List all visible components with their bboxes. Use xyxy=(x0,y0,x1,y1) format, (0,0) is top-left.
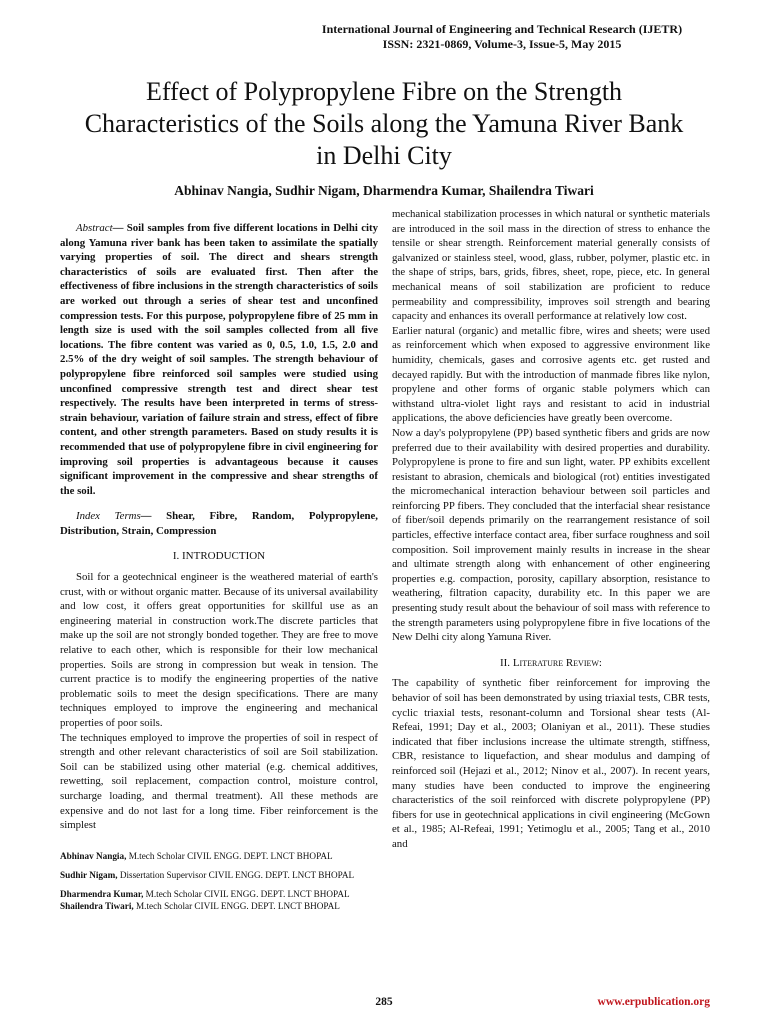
abstract-text: Soil samples from five different locations in Delhi city along Yamuna river bank has been taken to assimilate the spatially varying properties of soil. The direct and shears strength characteristics of soils are evaluated first. Then after the effectiveness of fibre inclusions in the strength characteristics of soils are worked out through a series of shear test and unconfined compression tests. For this purpose, polypropylene fibre of 25 mm in length size is used with the soil samples collected from all five locations. The fibre content was varied as 0, 0.5, 1.0, 1.5, 2.0 and 2.5% of the dry weight of soil samples. The strength behaviour of polypropylene fibre reinforced soil samples were studied using unconfined compressive strength test and direct shear test respectively. The results have been interpreted in terms of stress-strain behaviour, variation of failure strain and stress, effect of fibre content, and other strength parameters. Based on study results it is recommended that use of polypropylene fibre in civil engineering for improving soil properties is advantageous because it causes significant improvement in the compressive and shear strengths of the soil. xyxy=(60,222,378,497)
left-column xyxy=(60,221,378,912)
affiliation-role: Dissertation Supervisor CIVIL ENGG. DEPT. LNCT BHOPAL xyxy=(117,869,355,880)
affiliation-name: Shailendra Tiwari, xyxy=(60,900,134,911)
index-terms-label: Index Terms xyxy=(76,510,141,523)
literature-paragraph: The capability of synthetic fiber reinforcement for improving the behavior of soil has been demonstrated by using triaxial tests, CBR tests, cyclic triaxial tests, resonant-column and Torsional shear tests (Al-Refeai, 1991; Day et al., 2003; Olaniyan et al., 2011). These studies indicated that fiber inclusions increase the ultimate strength, stiffness, CBR, resistance to liquefaction, and shear modulus and damping of reinforced soil (Hejazi et al., 2012; Ninov et al., 2007). In recent years, many studies have been conducted to improve the engineering characteristics of the soil reinforced with discrete polypropylene (PP) fibers for use in geotechnical applications in civil engineering (McGown et al., 1985; Al-Refeai, 1991; Yetimoglu et al., 2005; Tang et al., 2010 and xyxy=(392,677,710,850)
author-affiliations xyxy=(60,850,378,912)
abstract-dash: — xyxy=(112,222,127,234)
page-number: 285 xyxy=(375,996,393,1008)
right-column xyxy=(392,207,710,852)
paper-title: Effect of Polypropylene Fibre on the Strength Characteristics of the Soils along the Yamuna River Bank in Delhi City xyxy=(84,77,684,170)
affiliation-role: M.tech Scholar CIVIL ENGG. DEPT. LNCT BHOPAL xyxy=(126,850,333,861)
section-heading-introduction: I. INTRODUCTION xyxy=(172,550,266,563)
index-terms xyxy=(60,509,378,538)
section-heading-literature-review xyxy=(392,656,710,671)
journal-name: International Journal of Engineering and Technical Research (IJETR) xyxy=(321,22,683,36)
affiliation-name: Abhinav Nangia, xyxy=(60,850,127,861)
abstract-label: Abstract xyxy=(76,222,113,234)
intro-paragraph-2: The techniques employed to improve the properties of soil in respect of strength and other relevant characteristics of soil are Soil stabilization. Soil can be stabilized using other material (e.g. chemical additives, rewetting, soil replacement, compaction control, moisture control, surcharge loading, and thermal treatment). All these methods are expensive and do not last for a long time. Fiber reinforcement is the simplest xyxy=(60,731,378,832)
section-title: Literature Review: xyxy=(512,656,602,669)
affiliation-item xyxy=(60,869,378,881)
body-paragraph: mechanical stabilization processes in which natural or synthetic materials are introduced in the soil mass in the direction of stress to enhance the tensile or shear strength. Reinforcement material generally consists of galvanized or stainless steel, wood, glass, rubber, polymer, plastic etc. in the shape of strips, bars, grids, fibres, sheet, rope, piece, etc. In general mechanical means of soil stabilization are proficient to reduce permeability and compressibility, improves soil strength and bearing capacity and enhances its overall performance at relatively low cost. xyxy=(392,208,710,323)
affiliation-role: M.tech Scholar CIVIL ENGG. DEPT. LNCT BHOPAL xyxy=(143,888,350,899)
abstract xyxy=(60,221,378,498)
affiliation-role: M.tech Scholar CIVIL ENGG. DEPT. LNCT BHOPAL xyxy=(133,900,340,911)
affiliation-name: Dharmendra Kumar, xyxy=(60,888,144,899)
affiliation-item xyxy=(60,888,378,900)
affiliation-name: Sudhir Nigam, xyxy=(60,869,118,880)
section-number: II. xyxy=(499,656,513,669)
body-paragraph: Now a day's polypropylene (PP) based synthetic fibers and grids are now preferred due to their availability with desired properties and durability. Polypropylene is prone to fire and sun light, water. PP exhibits excellent resistant to abrasion, chemicals and biological (rot) entities investigated the micromechanical interaction behaviour between soil particles and reinforcing PP fibers. They concluded that the interfacial shear resistance of fiber/soil depends primarily on the rearrangement resistance of soil particles, effective interface contact area, fiber surface roughness and soil composition. Soil improvement mainly results in increase in the shear and ultimate strength along with enhancement of other engineering properties e.g. compaction, porosity, capillary absorption, resistance to weathering, filtration capacity, durability etc. In this paper we are presenting study result about the behaviour of soil mass with reference to the strength parameters using polypropylene fibre in five locations of the New Delhi city along Yamuna River. xyxy=(392,426,710,644)
author-list: Abhinav Nangia, Sudhir Nigam, Dharmendra Kumar, Shailendra Tiwari xyxy=(174,183,594,198)
affiliation-item xyxy=(60,900,378,912)
journal-header xyxy=(300,22,704,52)
index-terms-text: Shear, Fibre, Random, Polypropylene, Distribution, Strain, Compression xyxy=(60,510,378,537)
affiliation-item xyxy=(60,850,378,862)
index-terms-dash: — xyxy=(140,510,167,523)
publisher-website[interactable]: www.erpublication.org xyxy=(597,996,710,1008)
journal-issn: ISSN: 2321-0869, Volume-3, Issue-5, May 2015 xyxy=(382,37,622,51)
intro-paragraph-1: Soil for a geotechnical engineer is the weathered material of earth's crust, with or without organic matter. Because of its universal availability and low cost, it offers great opportunities for skillful use as an engineering material in construction work.The discrete particles that make up the soil are not strongly bonded together. They are free to move relative to each other, which is responsible for their low mechanical properties. Soils are strong in compression but weak in tension. The current practice is to modify the engineering properties of the native problematic soils to meet the design specifications. There are many techniques employed to improve the engineering and mechanical properties of poor soils. xyxy=(60,571,378,729)
body-paragraph: Earlier natural (organic) and metallic fibre, wires and sheets; were used as reinforcement which when exposed to aggressive environment like humidity, chemicals, gases and corrosive agents etc. get rusted and decayed rapidly. But with the introduction of manmade fibres like nylon, propylene and other forms of organic stable polymers which can withstand ultra-violet light rays and resistant to acid in industrial applications, the above deficiencies have greatly been overcome. xyxy=(392,324,710,425)
